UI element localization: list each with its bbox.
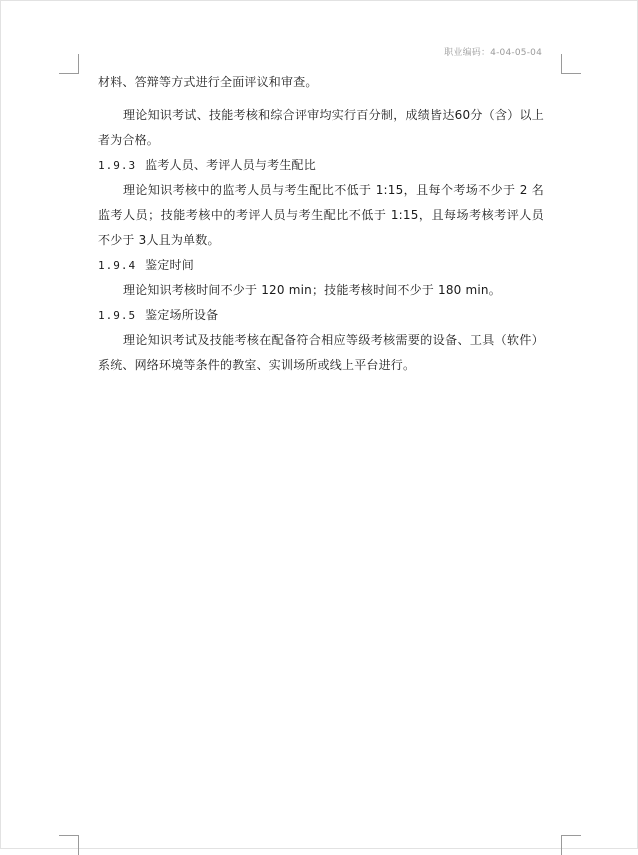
- section-number: 1.9.3: [98, 159, 137, 172]
- crop-mark-bottom-left: [59, 835, 79, 855]
- paragraph-scoring: 理论知识考试、技能考核和综合评审均实行百分制，成绩皆达60分（含）以上者为合格。: [98, 108, 544, 147]
- crop-mark-top-left: [59, 54, 79, 74]
- header-occupation-code: 职业编码：4-04-05-04: [444, 48, 542, 58]
- paragraph-ratio: 理论知识考核中的监考人员与考生配比不低于 1:15，且每个考场不少于 2 名监考人员；技能考核中的考评人员与考生配比不低于 1:15，且每场考核考评人员不少于 3人且为单数。: [98, 183, 544, 247]
- section-number: 1.9.5: [98, 309, 137, 322]
- section-title: 监考人员、考评人员与考生配比: [145, 158, 316, 172]
- section-heading-1-9-3: [98, 153, 544, 178]
- paragraph-equipment: 理论知识考试及技能考核在配备符合相应等级考核需要的设备、工具（软件）系统、网络环境等条件的教室、实训场所或线上平台进行。: [98, 333, 544, 372]
- section-title: 鉴定场所设备: [145, 308, 219, 322]
- paragraph-time: 理论知识考核时间不少于 120 min；技能考核时间不少于 180 min。: [123, 283, 501, 297]
- crop-mark-bottom-right: [561, 835, 581, 855]
- section-title: 鉴定时间: [145, 258, 194, 272]
- crop-mark-top-right: [561, 54, 581, 74]
- section-heading-1-9-5: [98, 303, 544, 328]
- document-body: [98, 70, 544, 378]
- section-number: 1.9.4: [98, 259, 137, 272]
- paragraph-continuation: 材料、答辩等方式进行全面评议和审查。: [98, 75, 318, 89]
- section-heading-1-9-4: [98, 253, 544, 278]
